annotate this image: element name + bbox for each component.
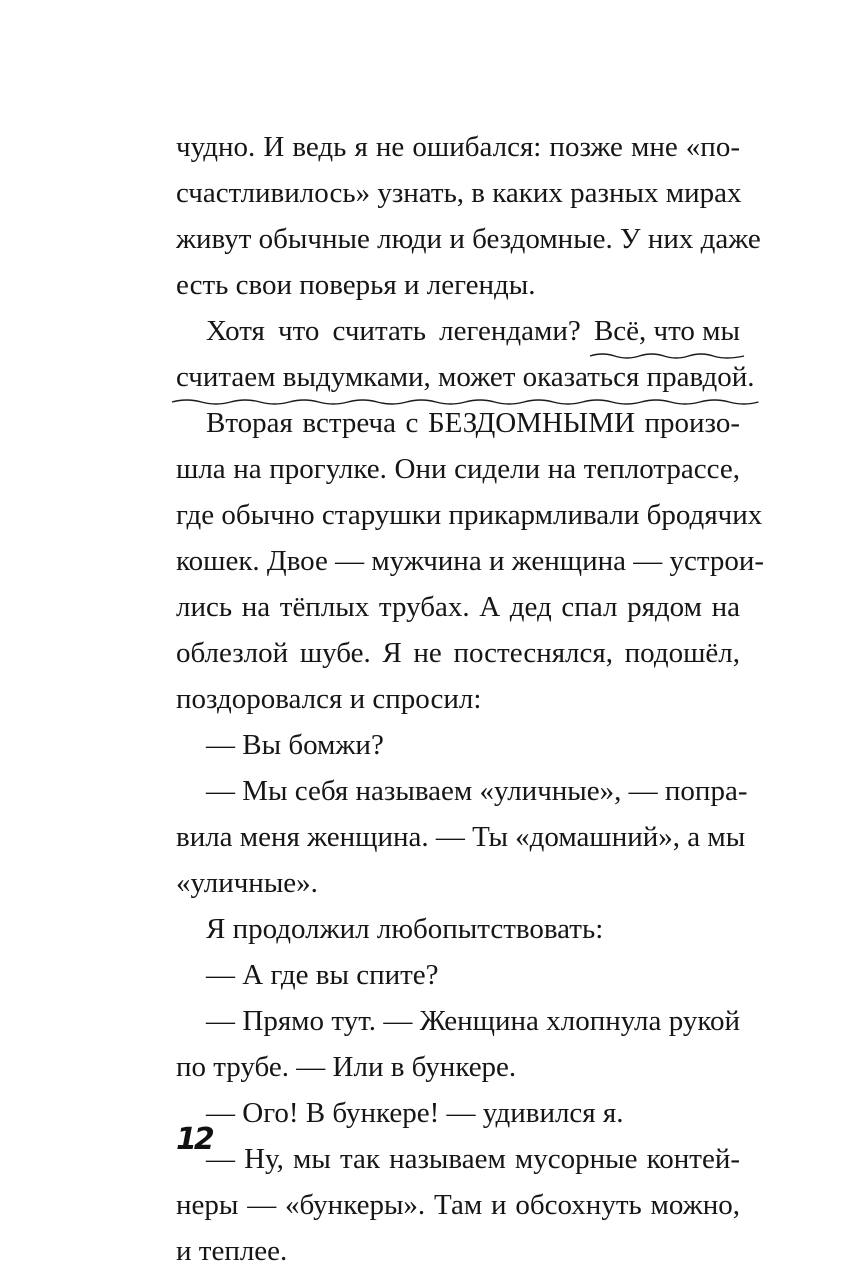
- text-line: — Ну, мы так называем мусорные контей-: [206, 1143, 740, 1175]
- text-line: [176, 308, 740, 354]
- paragraph-second-meeting: [176, 400, 765, 722]
- paragraph-legends: [176, 308, 755, 400]
- text-line: «уличные».: [176, 867, 318, 899]
- text-line: — Ого! В бункере! — удивился я.: [206, 1097, 624, 1129]
- text-line: счастливилось» узнать, в каких разных мирах: [176, 177, 742, 209]
- dialogue-line: [176, 768, 748, 906]
- text-line: неры — «бункеры». Там и обсохнуть можно,: [176, 1189, 740, 1221]
- dialogue-line: [176, 1090, 740, 1136]
- dialogue-line: [176, 998, 740, 1090]
- text-line: чудно. И ведь я не ошибался: позже мне «по-: [176, 131, 740, 163]
- dialogue-line: [176, 1136, 740, 1274]
- text-line: — Вы бомжи?: [206, 729, 384, 761]
- page-body: [176, 124, 765, 1274]
- text-line: кошек. Двое — мужчина и женщина — устрои-: [176, 545, 765, 577]
- text-line: — А где вы спите?: [206, 959, 439, 991]
- underlined-phrase: [594, 308, 740, 354]
- text-segment: Всё, что мы: [593, 315, 740, 347]
- text-line: и теплее.: [176, 1235, 288, 1267]
- text-line: вила меня женщина. — Ты «домашний», а мы: [176, 821, 746, 853]
- narration-line: [176, 906, 740, 952]
- text-line: облезлой шубе. Я не постеснялся, подошёл,: [176, 637, 740, 669]
- dialogue-line: [176, 722, 740, 768]
- text-line: Вторая встреча с БЕЗДОМНЫМИ произо-: [206, 407, 740, 439]
- paragraph-intro: [176, 124, 761, 308]
- text-line: где обычно старушки прикармливали бродячих: [176, 499, 763, 531]
- text-line: шла на прогулке. Они сидели на теплотрассе,: [176, 453, 740, 485]
- text-line: по трубе. — Или в бункере.: [176, 1051, 517, 1083]
- underlined-phrase: [176, 354, 755, 400]
- text-line: Я продолжил любопытствовать:: [206, 913, 604, 945]
- dialogue-line: [176, 952, 740, 998]
- text-line: живут обычные люди и бездомные. У них даже: [176, 223, 761, 255]
- text-line: лись на тёплых трубах. А дед спал рядом на: [176, 591, 740, 623]
- text-line: поздоровался и спросил:: [176, 683, 482, 715]
- page-number: 12: [176, 1122, 212, 1157]
- text-line: есть свои поверья и легенды.: [176, 269, 536, 301]
- hand-underline-mark: [172, 397, 759, 407]
- text-line: — Прямо тут. — Женщина хлопнула рукой: [206, 1005, 740, 1037]
- text-line: — Мы себя называем «уличные», — попра-: [206, 775, 748, 807]
- text-segment: Хотя что считать легендами?: [206, 315, 594, 347]
- text-line: [176, 354, 755, 400]
- text-segment: считаем выдумками, может оказаться правдой.: [176, 361, 755, 393]
